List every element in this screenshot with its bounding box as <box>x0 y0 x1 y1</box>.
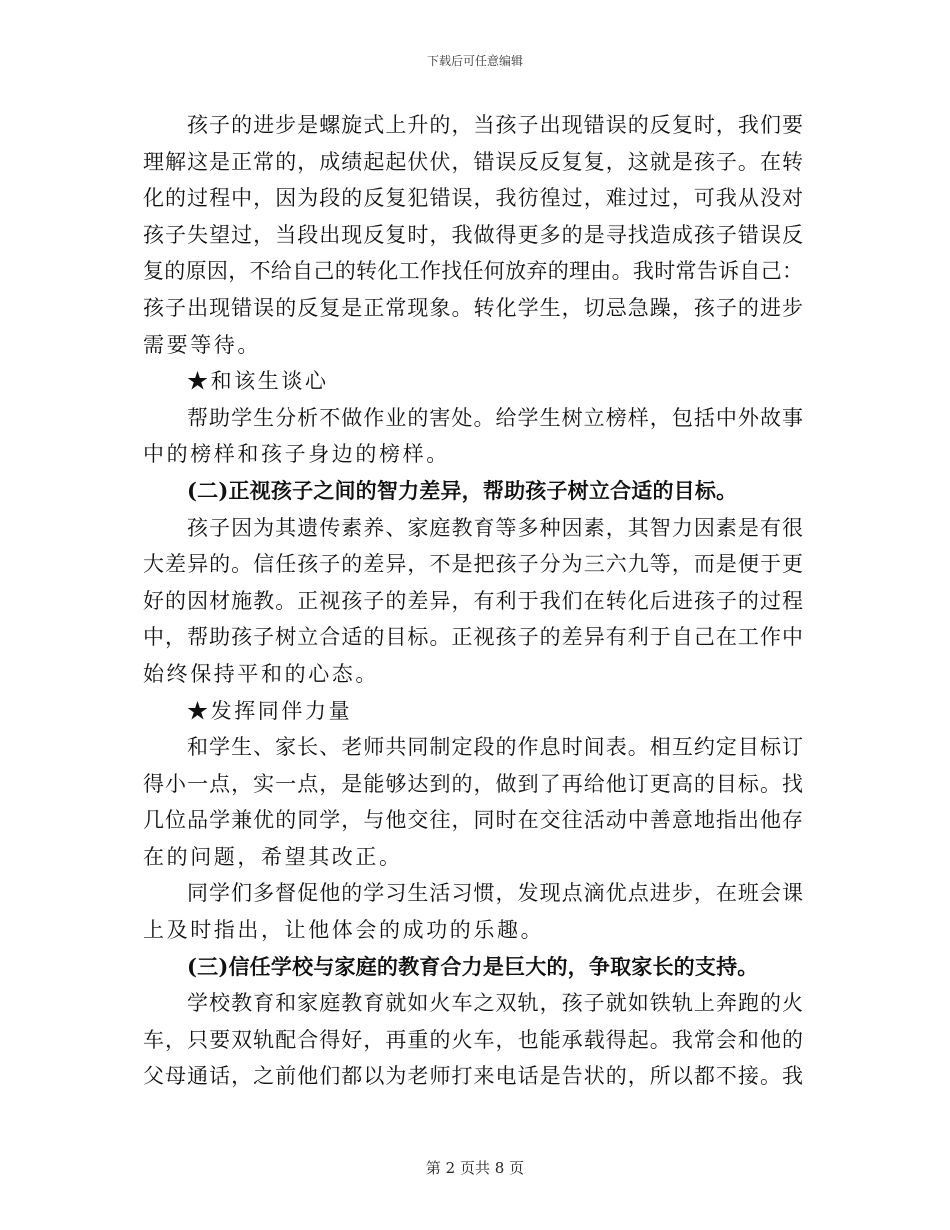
text-line: 复的原因，不给自己的转化工作找任何放弃的理由。我时常告诉自己： <box>143 259 803 284</box>
section-heading: (二)正视孩子之间的智力差异，帮助孩子树立合适的目标。 <box>187 477 738 503</box>
text-line: 中的榜样和孩子身边的榜样。 <box>143 442 450 467</box>
text-line: 理解这是正常的，成绩起起伏伏，错误反反复复，这就是孩子。在转 <box>143 149 803 174</box>
text-line: 在的问题，希望其改正。 <box>143 844 403 869</box>
document-body <box>143 107 803 1095</box>
page-footer: 第 2 页共 8 页 <box>425 1159 525 1177</box>
text-line: 需要等待。 <box>143 332 261 357</box>
text-line: 孩子出现错误的反复是正常现象。转化学生，切忌急躁，孩子的进步 <box>143 295 803 320</box>
text-line: 大差异的。信任孩子的差异，不是把孩子分为三六九等，而是便于更 <box>143 552 803 577</box>
text-line: 得小一点，实一点，是能够达到的，做到了再给他订更高的目标。找 <box>143 771 803 796</box>
text-line: 学校教育和家庭教育就如火车之双轨，孩子就如铁轨上奔跑的火 <box>187 991 803 1016</box>
text-line: 化的过程中，因为段的反复犯错误，我彷徨过，难过过，可我从没对 <box>143 186 803 211</box>
text-line: 上及时指出，让他体会的成功的乐趣。 <box>143 918 545 943</box>
text-line: 中，帮助孩子树立合适的目标。正视孩子的差异有利于自己在工作中 <box>143 625 803 650</box>
page-header: 下载后可任意编辑 <box>426 54 523 68</box>
text-line: 始终保持平和的心态。 <box>143 661 379 686</box>
section-heading: (三)信任学校与家庭的教育合力是巨大的，争取家长的支持。 <box>187 953 759 979</box>
text-line: 帮助学生分析不做作业的害处。给学生树立榜样，包括中外故事 <box>187 405 803 430</box>
text-line: 孩子因为其遗传素养、家庭教育等多种因素，其智力因素是有很 <box>187 515 803 540</box>
text-line: 同学们多督促他的学习生活习惯，发现点滴优点进步，在班会课 <box>187 881 803 906</box>
text-line: 孩子的进步是螺旋式上升的，当孩子出现错误的反复时，我们要 <box>187 113 803 137</box>
text-line: 车，只要双轨配合得好，再重的火车，也能承载得起。我常会和他的 <box>143 1027 803 1052</box>
text-line: 和学生、家长、老师共同制定段的作息时间表。相互约定目标订 <box>187 735 803 760</box>
text-line: 孩子失望过，当段出现反复时，我做得更多的是寻找造成孩子错误反 <box>143 222 803 247</box>
text-line: 几位品学兼优的同学，与他交往，同时在交往活动中善意地指出他存 <box>143 808 803 833</box>
text-line: 好的因材施教。正视孩子的差异，有利于我们在转化后进孩子的过程 <box>143 588 803 613</box>
text-line: 父母通话，之前他们都以为老师打来电话是告状的，所以都不接。我 <box>143 1064 803 1089</box>
text-line: ★和该生谈心 <box>187 369 329 394</box>
text-line: ★发挥同伴力量 <box>187 698 353 723</box>
